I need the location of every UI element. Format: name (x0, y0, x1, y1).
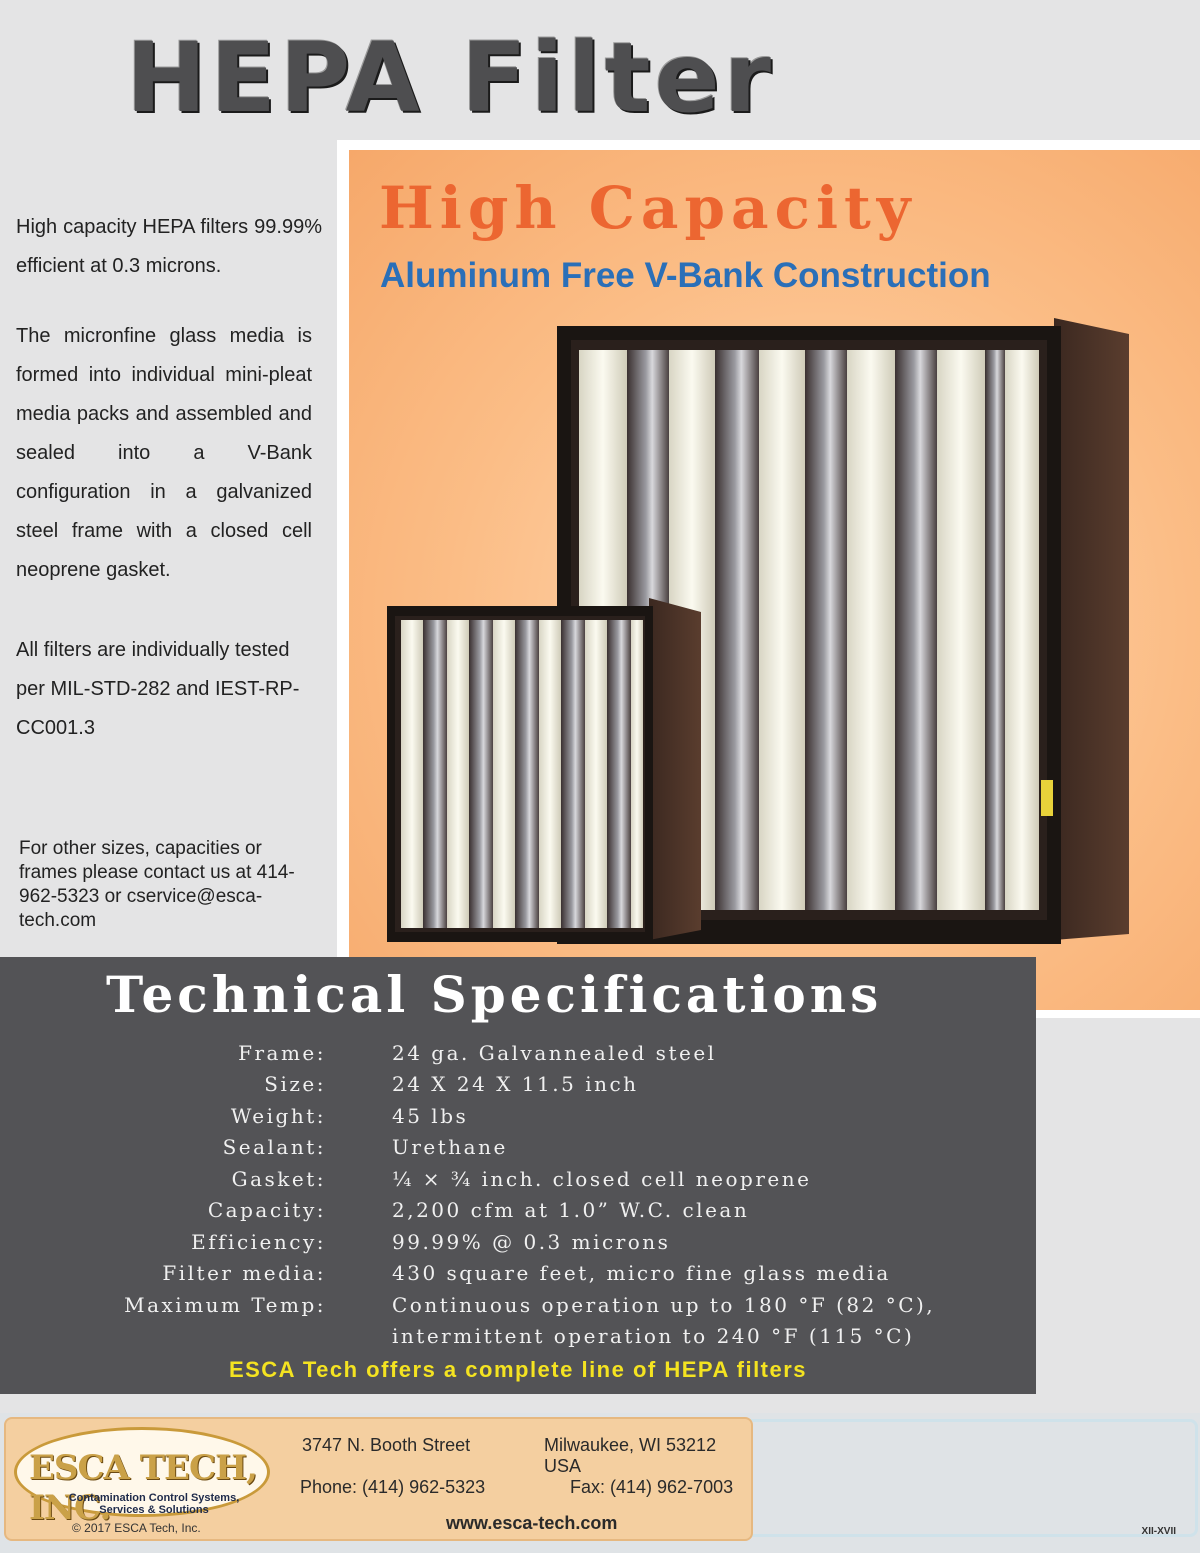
version-code: XII-XVII (1141, 1526, 1176, 1537)
phone-number: Phone: (414) 962-5323 (300, 1477, 486, 1497)
spec-label: Frame: (238, 1041, 326, 1065)
hero-subheading: Aluminum Free V-Bank Construction (380, 256, 991, 295)
spec-label: Efficiency: (191, 1230, 326, 1254)
footer-strip (750, 1419, 1198, 1537)
spec-value: Continuous operation up to 180 °F (82 °C), (392, 1293, 936, 1317)
intro-paragraph-testing: All filters are individually tested per MIL-STD-282 and IEST-RP-CC001.3 (16, 639, 300, 739)
spec-row-sealant (0, 1135, 1036, 1166)
spec-label: Maximum Temp: (124, 1293, 326, 1317)
spec-value: 24 X 24 X 11.5 inch (392, 1072, 639, 1096)
hero-background (349, 150, 1200, 1010)
city-address: Milwaukee, WI 53212 USA (544, 1435, 717, 1476)
spec-value: 24 ga. Galvannealed steel (392, 1041, 717, 1065)
spec-value: intermittent operation to 240 °F (115 °C) (392, 1324, 915, 1348)
spec-value: 99.99% @ 0.3 microns (392, 1230, 671, 1254)
website-link[interactable]: www.esca-tech.com (446, 1513, 618, 1533)
technical-specifications (0, 957, 1036, 1394)
spec-label: Size: (264, 1072, 326, 1096)
spec-row-filter-media (0, 1261, 1036, 1292)
intro-paragraph-efficiency: High capacity HEPA filters 99.99% efficient at 0.3 microns. (16, 216, 322, 277)
fax-number: Fax: (414) 962-7003 (570, 1477, 734, 1497)
specs-tagline: ESCA Tech offers a complete line of HEPA filters (228, 1357, 808, 1382)
spec-row-maximum-temp (0, 1293, 1036, 1324)
footer (0, 1413, 1200, 1553)
spec-row-gasket (0, 1167, 1036, 1198)
spec-label: Filter media: (162, 1261, 326, 1285)
logo-name: ESCA TECH, INC. (29, 1448, 257, 1528)
spec-value: 45 lbs (392, 1104, 469, 1128)
footer-card (4, 1417, 753, 1541)
spec-value: 2,200 cfm at 1.0” W.C. clean (392, 1198, 750, 1222)
spec-value: Urethane (392, 1135, 508, 1159)
intro-paragraph-construction: The micronfine glass media is formed into individual mini-pleat media packs and assembled and sealed into a V-Bank configuration in a galvanized steel frame with a closed cell neoprene gasket. (16, 325, 312, 581)
spec-label: Gasket: (231, 1167, 326, 1191)
contact-note: For other sizes, capacities or frames please contact us at 414-962-5323 or cservice@esca-tech.com (19, 838, 295, 931)
spec-row-efficiency (0, 1230, 1036, 1261)
spec-row-size (0, 1072, 1036, 1103)
spec-label: Weight: (230, 1104, 326, 1128)
hero-panel (337, 140, 1200, 1018)
logo-tagline: Contamination Control Systems, Services & Solutions (68, 1492, 240, 1516)
spec-label: Sealant: (222, 1135, 326, 1159)
spec-row-maximum-temp-continued (0, 1324, 1036, 1355)
spec-row-weight (0, 1104, 1036, 1135)
page-title: HEPA Filter (126, 22, 775, 134)
hepa-filter-illustration (349, 150, 1200, 1010)
hero-heading: High Capacity (379, 174, 917, 242)
street-address: 3747 N. Booth Street (302, 1435, 471, 1455)
spec-value: 430 square feet, micro fine glass media (392, 1261, 891, 1285)
spec-row-capacity (0, 1198, 1036, 1229)
specs-title: Technical Specifications (106, 965, 883, 1024)
copyright: © 2017 ESCA Tech, Inc. (72, 1521, 201, 1535)
spec-value: ¼ × ¾ inch. closed cell neoprene (392, 1167, 812, 1191)
spec-row-frame (0, 1041, 1036, 1072)
spec-label: Capacity: (207, 1198, 326, 1222)
small-filter (387, 598, 701, 942)
